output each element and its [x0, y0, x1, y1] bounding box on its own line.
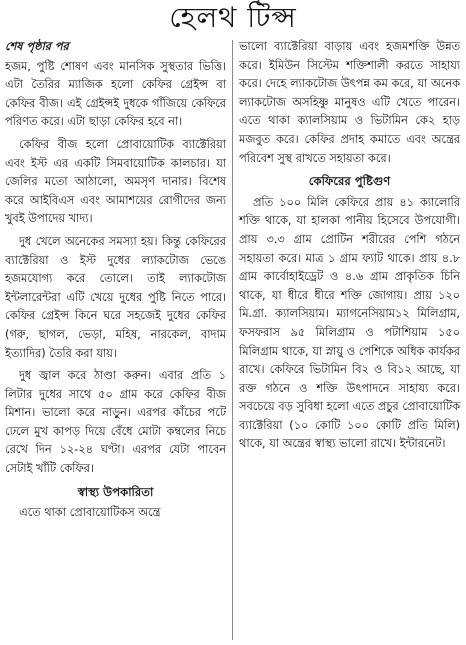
continued-label: শেষ পৃষ্ঠার পর: [5, 40, 69, 53]
column-divider: [232, 40, 233, 640]
banner-title: হেলথ টিপ্স: [169, 1, 297, 34]
paragraph-intro: হজম, পুষ্টি শোষণ এবং মানসিক সুস্থতার ভিত্তি। এটা তৈরির ম্যাজিক হলো কেফির গ্রেইন্স বা কেফির বীজ। এই গ্রেইন্সই দুধকে গাঁজিয়ে কেফিরে পরিণত করে। এটা ছাড়া কেফির হবে না।: [5, 59, 226, 129]
subheading-nutrition: কেফিরের পুষ্টিগুণ: [308, 174, 391, 189]
left-column: [5, 38, 226, 527]
paragraph-method: দুধ জ্বাল করে ঠাণ্ডা করুন। এবার প্রতি ১ লিটার দুধের সাথে ৫০ গ্রাম করে কেফির বীজ মিশান। ভালো করে নাড়ুন। এরপর কাঁচের পটে ঢেলে মুখ কাপড় দিয়ে বেঁধে মোটা কম্বলের নিচে রেখে দিন ১২-২৪ ঘণ্টা। এরপর যেটা পাবেন সেটাই খাঁটি কেফির।: [5, 369, 226, 476]
column-banner: [0, 0, 466, 36]
paragraph-benefits-cont: ভালো ব্যাক্টেরিয়া বাড়ায় এবং হজমশক্তি উন্নত করে। ইমিউন সিস্টেম শক্তিশালী করতে সাহায্য করে। দেহে ল্যাকটোজ উৎপন্ন কম করে, যা অনেক ল্যাকটোজ অসহিষ্ণু মানুষও এটি খেতে পারেন। এতে থাকা ক্যালসিয়াম ও ভিটামিন কে২ হাড় মজবুত করে। কেফির প্রদাহ কমাতে এবং অন্ত্রের পরিবেশ সুস্থ রাখতে সহায়তা করে।: [239, 40, 460, 165]
subheading-health-benefits: স্বাস্থ্য উপকারিতা: [77, 484, 154, 499]
paragraph-lactose: দুধ খেলে অনেকের সমস্যা হয়। কিন্তু কেফিরের ব্যাক্টেরিয়া ও ইস্ট দুধের ল্যাকটোজ ভেঙে হজমযোগ্য করে তোলে। তাই ল্যাকটোজ ইন্টলারেন্টরা এটি খেয়ে দুধের পুষ্টি নিতে পারে। কেফির গ্রেইন্স কিনে ঘরে সহজেই দুধের কেফির (গরু, ছাগল, ভেড়া, মহিষ, নারকেল, বাদাম ইত্যাদির) তৈরি করা যায়।: [5, 234, 226, 360]
paragraph-benefits-start: এতে থাকা প্রোবায়োটিকস অন্ত্রে: [19, 506, 161, 520]
paragraph-kefir-grains: কেফির বীজ হলো প্রোবায়োটিক ব্যাক্টেরিয়া এবং ইস্ট এর একটি সিমবায়োটিক কালচার। যা জেলির মতো আঠালো, অমসৃণ দানার। বিশেষ করে আইবিএস এবং আমাশয়ের রোগীদের জন্য খুবই উপাদেয় খাদ্য।: [5, 137, 226, 226]
paragraph-nutrition: প্রতি ১০০ মিলি কেফিরে প্রায় ৪১ ক্যালোরি শক্তি থাকে, যা হালকা পানীয় হিসেবে উপযোগী। প্রায় ৩.৩ গ্রাম প্রোটিন শরীরের পেশি গঠনে সহায়তা করে। মাত্র ১ গ্রাম ফ্যাট থাকে। প্রায় ৪.৮ গ্রাম কার্বোহাইড্রেট ও ৪.৬ গ্রাম প্রাকৃতিক চিনি থাকে, যা ধীরে ধীরে শক্তি জোগায়। প্রায় ১২০ মি.গ্রা. ক্যালসিয়াম। ম্যাগনেসিয়াম১২ মিলিগ্রাম, ফসফরাস ৯৫ মিলিগ্রাম ও পটাশিয়াম ১৫০ মিলিগ্রাম থাকে, যা স্নায়ু ও পেশিকে অধিক কার্যকর রাখে। কেফিরে ভিটামিন বি২ ও বি১২ আছে, যা রক্ত গঠনে ও শক্তি উৎপাদনে সাহায্য করে। সবচেয়ে বড় সুবিধা হলো এতে প্রচুর প্রোবায়োটিক ব্যাক্টেরিয়া (১০ কোটি ১০০ কোটি প্রতি মিলি) থাকে, যা অন্ত্রের স্বাস্থ্য ভালো রাখে। ইন্টারনেট।: [239, 195, 460, 451]
right-column: [239, 38, 460, 458]
